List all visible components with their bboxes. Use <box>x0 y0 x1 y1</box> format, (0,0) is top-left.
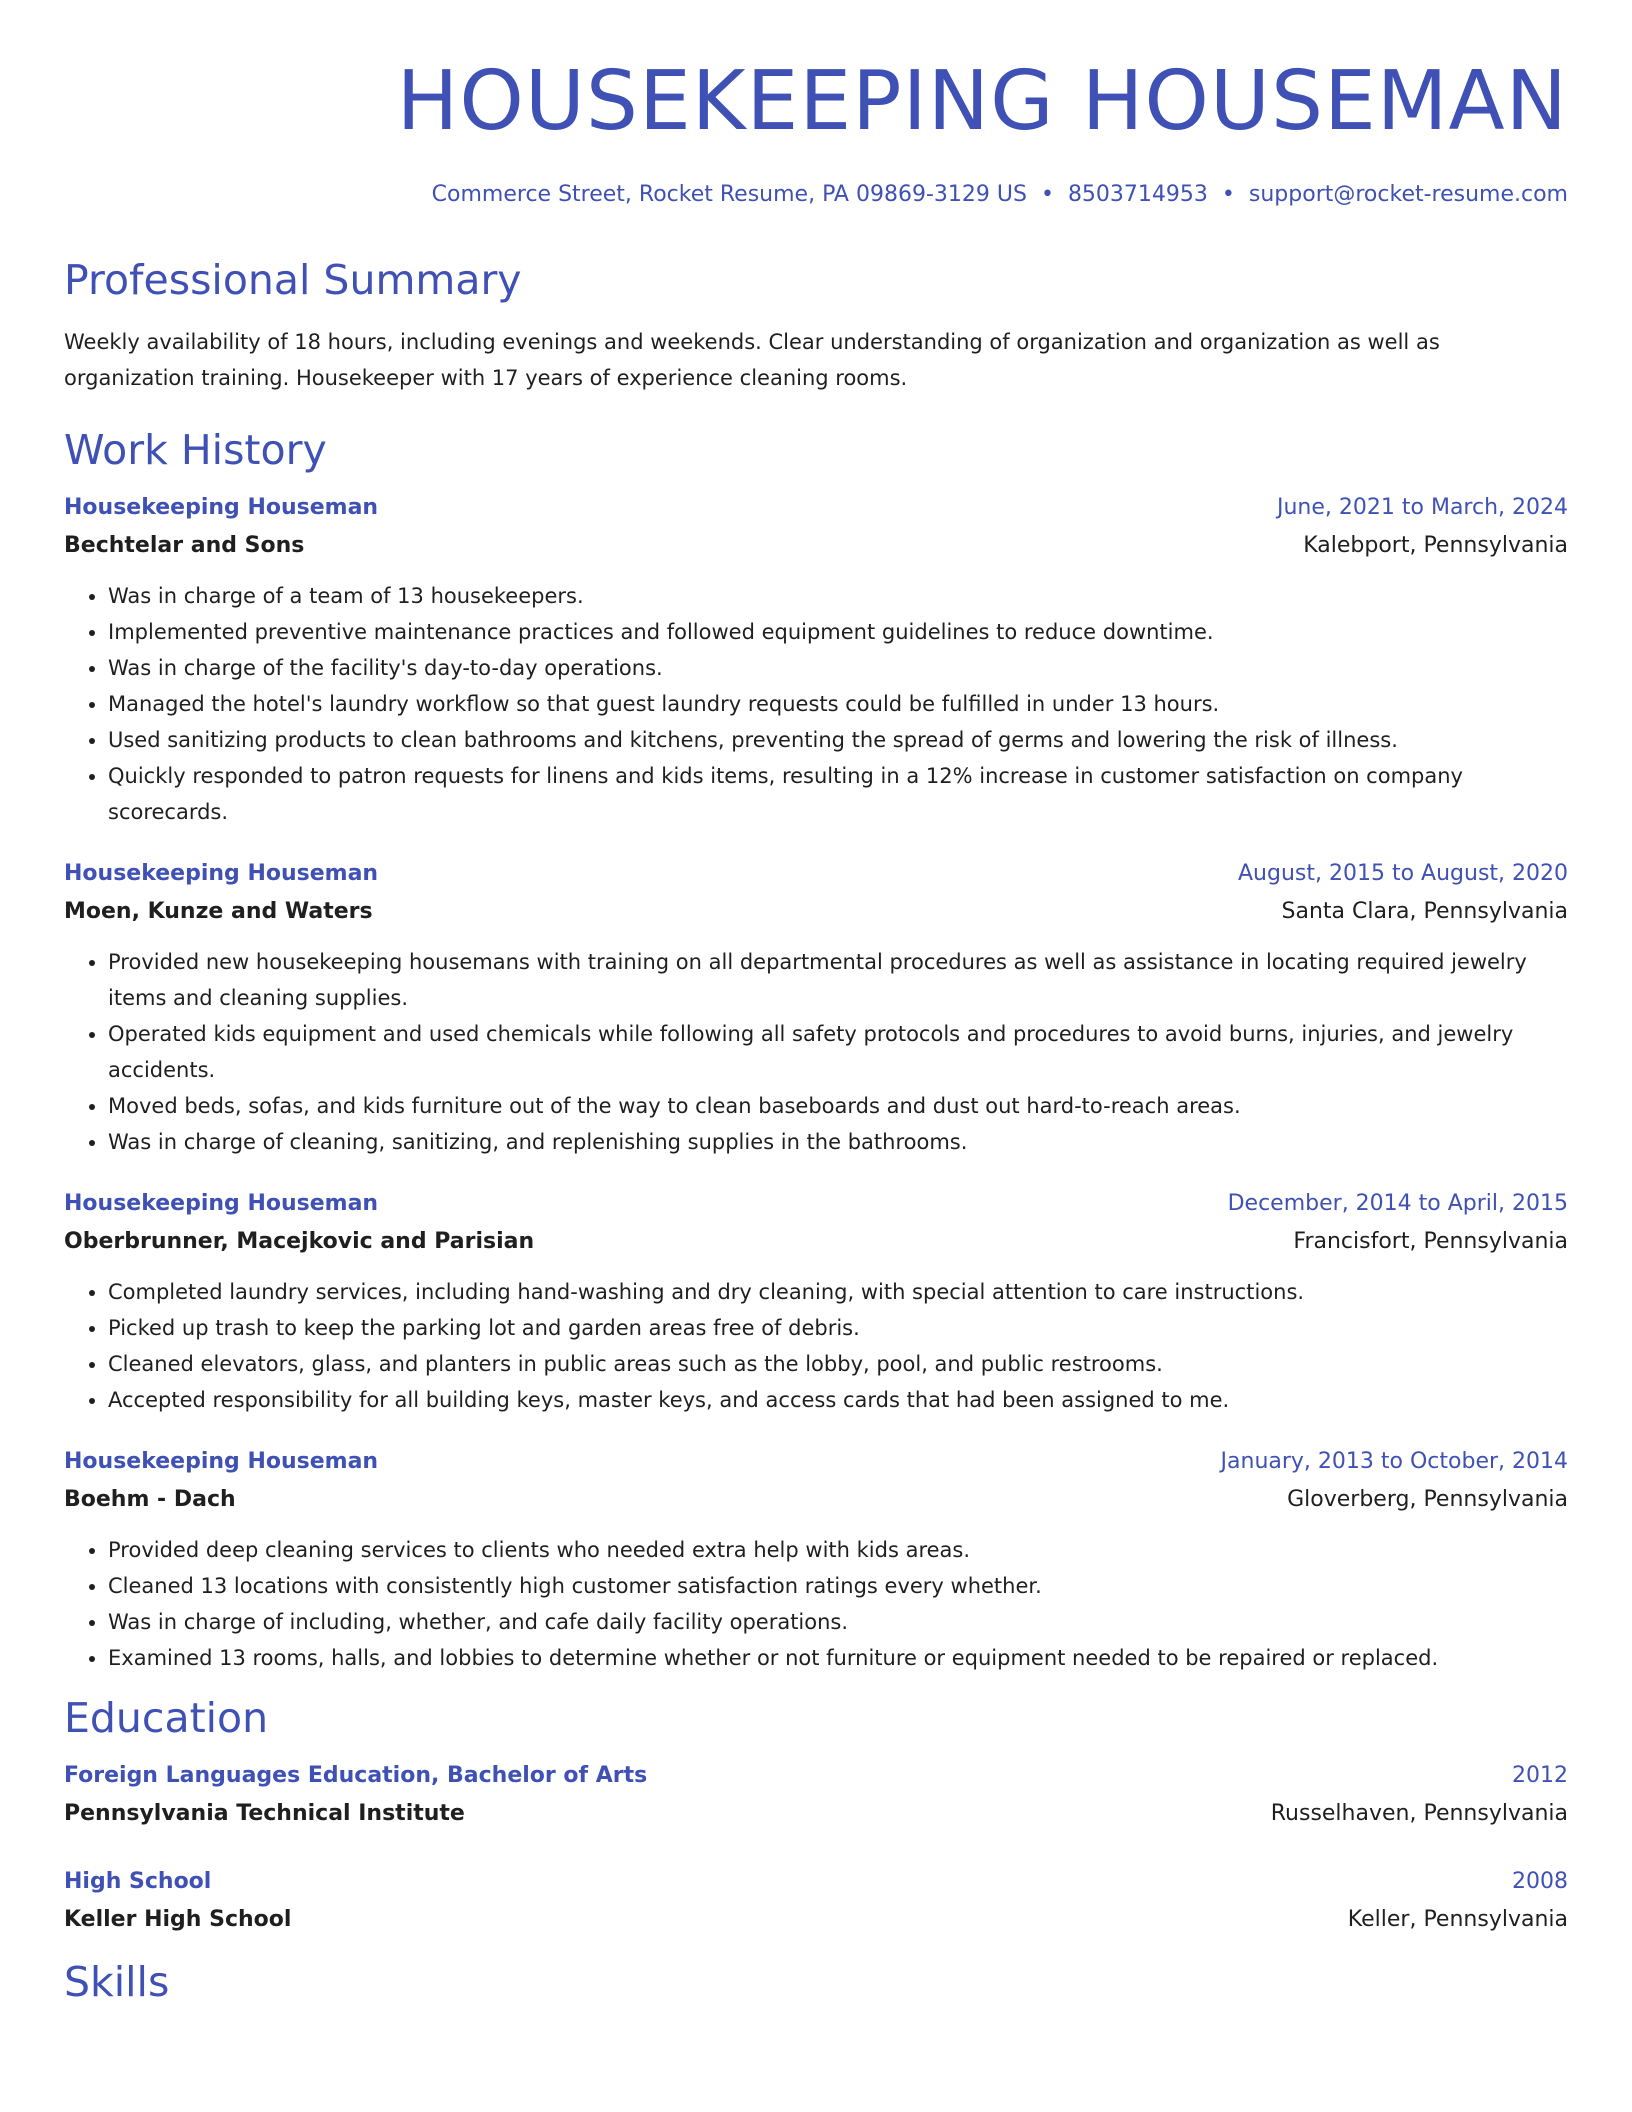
job-bullet: • Managed the hotel's laundry workflow so that guest laundry requests could be fulfilled in under 13 hours. <box>108 686 1568 722</box>
job-bullet: • Provided new housekeeping housemans with training on all departmental procedures as well as assistance in locating required jewelry items and cleaning supplies. <box>108 944 1568 1016</box>
education-degree: High School <box>64 1869 212 1894</box>
summary-text: Weekly availability of 18 hours, including evenings and weekends. Clear understanding of organization and organization as well as organization training. Housekeeper with 17 years of experience cleaning rooms. <box>64 330 1440 390</box>
summary-heading: Professional Summary <box>64 256 522 304</box>
job-bullet: • Picked up trash to keep the parking lot and garden areas free of debris. <box>108 1310 1568 1346</box>
job-dates: August, 2015 to August, 2020 <box>1238 861 1568 886</box>
education-location: Keller, Pennsylvania <box>1347 1907 1568 1932</box>
job-company-row <box>64 892 1568 932</box>
job-company: Boehm - Dach <box>64 1487 236 1512</box>
education-heading: Education <box>64 1694 269 1742</box>
contact-separator: • <box>1221 182 1235 207</box>
job-bullet: • Was in charge of including, whether, and cafe daily facility operations. <box>108 1604 1568 1640</box>
job-dates: June, 2021 to March, 2024 <box>1277 495 1568 520</box>
job-bullet: • Quickly responded to patron requests for linens and kids items, resulting in a 12% increase in customer satisfaction on company scorecards. <box>108 758 1568 830</box>
job-company-row <box>64 1480 1568 1520</box>
job-company: Oberbrunner, Macejkovic and Parisian <box>64 1229 535 1254</box>
education-school: Pennsylvania Technical Institute <box>64 1801 465 1826</box>
education-location: Russelhaven, Pennsylvania <box>1270 1801 1568 1826</box>
education-year: 2012 <box>1512 1763 1568 1788</box>
job-bullet: • Implemented preventive maintenance practices and followed equipment guidelines to reduce downtime. <box>108 614 1568 650</box>
job-bullet: • Completed laundry services, including hand-washing and dry cleaning, with special attention to care instructions. <box>108 1274 1568 1310</box>
contact-phone: 8503714953 <box>1067 182 1208 207</box>
education-school: Keller High School <box>64 1907 292 1932</box>
job-entry <box>64 490 1568 830</box>
resume-page <box>64 0 1568 2008</box>
job-bullet: • Moved beds, sofas, and kids furniture out of the way to clean baseboards and dust out hard-to-reach areas. <box>108 1088 1568 1124</box>
education-entry <box>64 1758 1568 1834</box>
job-company: Bechtelar and Sons <box>64 533 305 558</box>
contact-line <box>64 180 1568 210</box>
job-company-row <box>64 526 1568 566</box>
job-bullets <box>64 944 1568 1160</box>
job-bullet: • Operated kids equipment and used chemicals while following all safety protocols and procedures to avoid burns, injuries, and jewelry accidents. <box>108 1016 1568 1088</box>
job-title: Housekeeping Houseman <box>64 495 379 520</box>
job-entry <box>64 856 1568 1160</box>
job-bullet: • Cleaned 13 locations with consistently high customer satisfaction ratings every whether. <box>108 1568 1568 1604</box>
job-company-row <box>64 1222 1568 1262</box>
job-bullet: • Accepted responsibility for all building keys, master keys, and access cards that had been assigned to me. <box>108 1382 1568 1418</box>
job-title: Housekeeping Houseman <box>64 861 379 886</box>
job-bullet: • Used sanitizing products to clean bathrooms and kitchens, preventing the spread of germs and lowering the risk of illness. <box>108 722 1568 758</box>
job-bullets <box>64 1532 1568 1676</box>
job-location: Kalebport, Pennsylvania <box>1303 533 1568 558</box>
contact-separator: • <box>1040 182 1054 207</box>
education-school-row <box>64 1900 1568 1940</box>
work-history-heading: Work History <box>64 426 327 474</box>
job-title: Housekeeping Houseman <box>64 1449 379 1474</box>
job-location: Francisfort, Pennsylvania <box>1293 1229 1568 1254</box>
job-entry <box>64 1444 1568 1676</box>
job-bullet: • Was in charge of a team of 13 housekeepers. <box>108 578 1568 614</box>
job-dates: December, 2014 to April, 2015 <box>1227 1191 1568 1216</box>
education-degree: Foreign Languages Education, Bachelor of Arts <box>64 1763 648 1788</box>
job-bullets <box>64 578 1568 830</box>
job-title: Housekeeping Houseman <box>64 1191 379 1216</box>
job-bullets <box>64 1274 1568 1418</box>
job-header-row <box>64 1444 1568 1480</box>
education-year: 2008 <box>1512 1869 1568 1894</box>
job-dates: January, 2013 to October, 2014 <box>1220 1449 1568 1474</box>
skills-heading: Skills <box>64 1958 170 2006</box>
job-bullet: • Provided deep cleaning services to clients who needed extra help with kids areas. <box>108 1532 1568 1568</box>
candidate-name: HOUSEKEEPING HOUSEMAN <box>396 54 1568 149</box>
job-header-row <box>64 490 1568 526</box>
job-bullet: • Was in charge of cleaning, sanitizing, and replenishing supplies in the bathrooms. <box>108 1124 1568 1160</box>
job-location: Santa Clara, Pennsylvania <box>1281 899 1568 924</box>
education-school-row <box>64 1794 1568 1834</box>
job-bullet: • Cleaned elevators, glass, and planters in public areas such as the lobby, pool, and public restrooms. <box>108 1346 1568 1382</box>
job-company: Moen, Kunze and Waters <box>64 899 373 924</box>
job-bullet: • Examined 13 rooms, halls, and lobbies to determine whether or not furniture or equipment needed to be repaired or replaced. <box>108 1640 1568 1676</box>
job-bullet: • Was in charge of the facility's day-to-day operations. <box>108 650 1568 686</box>
education-entry <box>64 1864 1568 1940</box>
education-header-row <box>64 1864 1568 1900</box>
contact-email[interactable]: support@rocket-resume.com <box>1248 182 1568 207</box>
job-header-row <box>64 856 1568 892</box>
job-entry <box>64 1186 1568 1418</box>
job-location: Gloverberg, Pennsylvania <box>1287 1487 1568 1512</box>
contact-address: Commerce Street, Rocket Resume, PA 09869-3129 US <box>431 182 1027 207</box>
education-header-row <box>64 1758 1568 1794</box>
job-header-row <box>64 1186 1568 1222</box>
